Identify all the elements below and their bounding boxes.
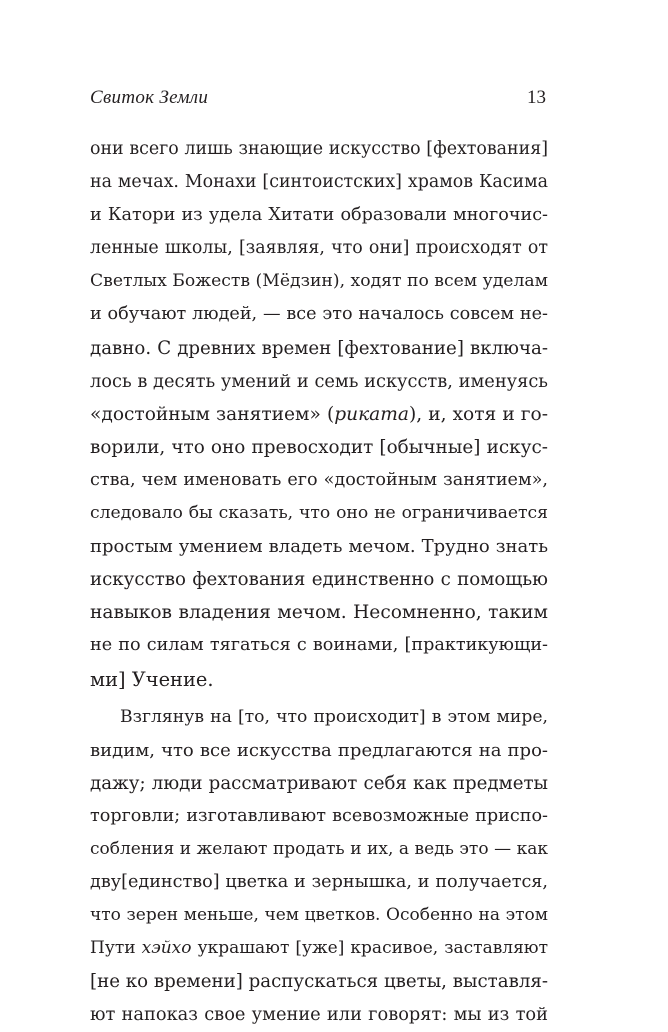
text-line: видим, что все искусства предлагаются на про-: [90, 739, 548, 761]
text-line: следовало бы сказать, что оно не ограничивается: [90, 503, 548, 524]
page-number: 13: [527, 87, 546, 108]
text-line: на мечах. Монахи [синтоистских] храмов Касима: [90, 172, 548, 193]
text-line: и Катори из удела Хитати образовали многочис-: [90, 205, 548, 226]
text-line: ворили, что оно превосходит [обычные] искус-: [90, 436, 548, 458]
text-line: дву[единство] цветка и зернышка, и получается,: [90, 872, 548, 893]
text-line: давно. С древних времен [фехтование] включа-: [90, 337, 548, 359]
text-line: Взглянув на [то, что происходит] в этом мире,: [120, 706, 548, 727]
text-line: Светлых Божеств (Мёдзин), ходят по всем уделам: [90, 271, 548, 292]
text-fragment: украшают [уже] красивое, заставляют: [191, 938, 549, 959]
text-line: [90, 398, 548, 431]
text-line: не по силам тягаться с воинами, [практикующи-: [90, 635, 548, 656]
text-line: они всего лишь знающие искусство [фехтования]: [90, 139, 548, 159]
body-text: [90, 133, 548, 1032]
paragraph-1: [90, 133, 548, 696]
text-line: дажу; люди рассматривают себя как предметы: [90, 772, 548, 794]
text-line: искусство фехтования единственно с помощью: [90, 569, 548, 591]
running-title: Свиток Земли: [90, 87, 209, 108]
text-line: что зерен меньше, чем цветков. Особенно на этом: [90, 905, 548, 926]
text-line: торговли; изготавливают всевозможные приспо-: [90, 805, 548, 826]
text-line: навыков владения мечом. Несомненно, таким: [90, 602, 548, 624]
text-line: ми] Учение.: [90, 667, 214, 691]
text-line: собления и желают продать и их, а ведь это — как: [90, 838, 548, 859]
text-line: и обучают людей, — все это началось совсем не-: [90, 304, 548, 325]
text-fragment: «достойным занятием» (: [90, 403, 335, 425]
text-line: ства, чем именовать его «достойным занятием»,: [90, 469, 548, 490]
text-line: простым умением владеть мечом. Трудно знать: [90, 536, 548, 558]
text-line: ют напоказ свое умение или говорят: мы из той: [90, 1004, 548, 1026]
italic-term: риката: [334, 403, 409, 425]
text-fragment: Пути: [90, 938, 142, 959]
text-line: лось в десять умений и семь искусств, именуясь: [90, 370, 548, 392]
text-line: [90, 932, 548, 965]
text-fragment: ), и, хотя и го-: [409, 403, 548, 425]
text-line: ленные школы, [заявляя, что они] происходят от: [90, 238, 548, 259]
italic-term: хэйхо: [141, 938, 192, 959]
text-line: [не ко времени] распускаться цветы, выставля-: [90, 971, 548, 993]
paragraph-2: [90, 701, 548, 1032]
